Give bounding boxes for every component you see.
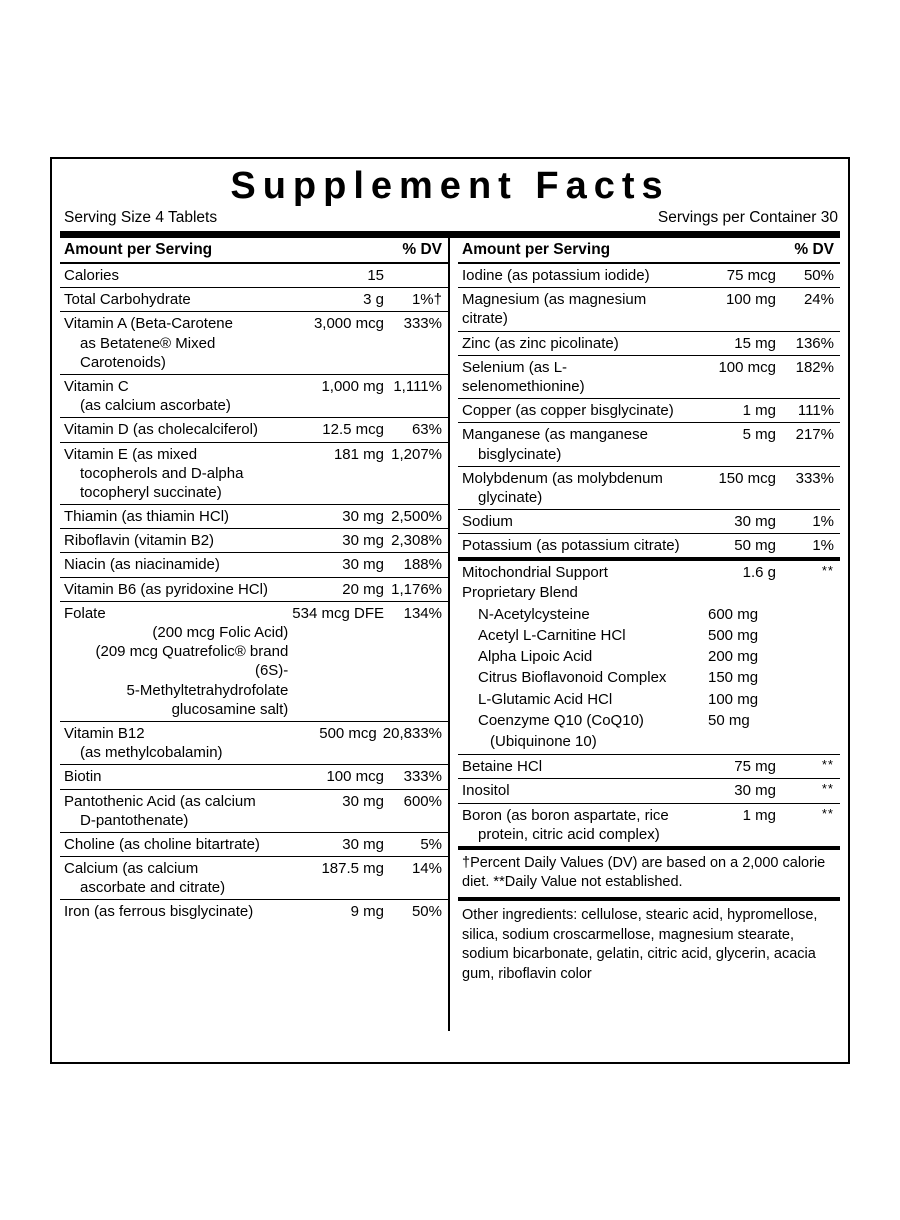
nutrient-name: [64, 604, 292, 719]
nutrient-dv: 1,111%: [393, 377, 442, 395]
nutrient-name: [462, 469, 692, 507]
nutrient-amount: 1,000 mg: [321, 377, 384, 395]
nutrient-name: Total Carbohydrate: [64, 291, 191, 309]
nutrient-dv: 2,308%: [391, 532, 442, 550]
blend-item-amount: [720, 732, 806, 751]
table-row: [60, 375, 448, 418]
nutrient-amount: 50 mg: [734, 537, 776, 555]
nutrient-dv: 1,207%: [391, 445, 442, 463]
nutrient-dv: 20,833%: [382, 724, 442, 742]
nutrient-name-line2: glycinate): [478, 488, 543, 506]
nutrient-note-1: (200 mcg Folic Acid): [152, 624, 289, 641]
nutrient-dv: 333%: [795, 469, 834, 487]
blend-item-name: Citrus Bioflavonoid Complex: [478, 669, 667, 687]
nutrient-name: Biotin: [64, 768, 102, 786]
nutrient-dv: 2,500%: [391, 508, 442, 526]
nutrient-dv: 182%: [795, 358, 834, 376]
nutrient-name: Betaine HCl: [462, 758, 543, 776]
nutrient-amount: 9 mg: [350, 903, 384, 921]
page-title: Supplement Facts: [230, 165, 670, 207]
nutrient-dv: 50%: [411, 903, 442, 921]
table-row: [60, 312, 448, 375]
percent-dv-label: % DV: [402, 241, 442, 258]
nutrient-dv: 1%†: [411, 291, 442, 309]
nutrient-dv: 217%: [795, 426, 834, 444]
nutrient-amount: 100 mcg: [326, 768, 384, 786]
table-row: [458, 288, 840, 331]
nutrient-amount: 30 mg: [342, 532, 384, 550]
blend-amount: 1.6 g: [742, 564, 776, 582]
nutrient-name: Zinc (as zinc picolinate): [462, 334, 619, 352]
amount-per-serving-label: Amount per Serving: [64, 241, 213, 258]
blend-item-name: Alpha Lipoic Acid: [478, 648, 593, 666]
table-row: [458, 534, 840, 561]
nutrient-name: Niacin (as niacinamide): [64, 556, 220, 574]
nutrient-name-line1: Boron (as boron aspartate, rice: [462, 806, 669, 824]
table-row: [458, 467, 840, 510]
nutrient-name: [64, 314, 314, 372]
nutrient-name: Vitamin D (as cholecalciferol): [64, 421, 258, 439]
nutrient-amount: 100 mcg: [718, 358, 776, 376]
nutrient-name: Calories: [64, 267, 120, 284]
nutrient-dv: 188%: [403, 556, 442, 574]
table-row: [60, 418, 448, 442]
nutrient-amount: 30 mg: [342, 556, 384, 574]
left-column-header: [60, 238, 448, 264]
nutrient-dv: 50%: [803, 267, 834, 284]
list-item: [458, 731, 840, 755]
nutrient-amount: 30 mg: [342, 508, 384, 526]
table-row: [60, 900, 448, 923]
list-item: [458, 646, 840, 667]
nutrient-name: [462, 425, 692, 463]
nutrient-name: Choline (as choline bitartrate): [64, 835, 260, 853]
nutrient-dv: **: [821, 781, 834, 797]
table-row: [458, 423, 840, 466]
nutrient-name-line2: as Betatene® Mixed: [80, 334, 216, 352]
nutrient-dv: 14%: [411, 860, 442, 878]
nutrient-name: Vitamin B6 (as pyridoxine HCl): [64, 580, 268, 598]
nutrient-name-line1: Pantothenic Acid (as calcium: [64, 792, 256, 810]
blend-item-amount: 150 mg: [708, 669, 759, 687]
nutrient-name-line1: Vitamin A (Beta-Carotene: [64, 315, 233, 333]
nutrient-name: Iron (as ferrous bisglycinate): [64, 903, 254, 921]
table-row: [60, 602, 448, 722]
nutrient-dv: 333%: [403, 768, 442, 786]
right-column: [450, 238, 840, 1031]
table-row: [60, 553, 448, 577]
facts-columns: [60, 231, 840, 1031]
nutrient-amount: 75 mcg: [726, 267, 776, 284]
nutrient-name: Selenium (as L-selenomethionine): [462, 358, 585, 395]
nutrient-name: Inositol: [462, 782, 510, 800]
nutrient-dv: 136%: [795, 334, 834, 352]
blend-item-name: (Ubiquinone 10): [490, 732, 597, 750]
percent-dv-label: % DV: [794, 241, 834, 258]
table-row: [60, 765, 448, 789]
nutrient-name-line1: Vitamin E (as mixed: [64, 445, 198, 463]
nutrient-amount: 75 mg: [734, 758, 776, 776]
nutrient-amount: 5 mg: [742, 426, 776, 444]
nutrient-dv: **: [821, 805, 834, 821]
nutrient-name-line2: bisglycinate): [478, 445, 562, 463]
nutrient-name: [462, 806, 692, 844]
table-row: [60, 505, 448, 529]
nutrient-amount: 534 mcg DFE: [292, 604, 384, 622]
nutrient-name: [64, 792, 314, 830]
left-column: [60, 238, 450, 1031]
nutrient-dv: 63%: [411, 421, 442, 439]
nutrient-amount: 30 mg: [342, 792, 384, 810]
nutrient-note-2: (209 mcg Quatrefolic® brand (6S)-: [95, 643, 289, 680]
blend-dv: **: [821, 563, 834, 579]
nutrient-amount: 150 mcg: [718, 469, 776, 487]
nutrient-name-line2: D-pantothenate): [80, 811, 189, 829]
list-item: [458, 625, 840, 646]
table-row: [458, 804, 840, 850]
nutrient-note-3: 5-Methyltetrahydrofolate: [126, 681, 289, 699]
nutrient-amount: 30 mg: [342, 835, 384, 853]
nutrient-name-line2: ascorbate and citrate): [80, 879, 226, 897]
nutrient-name: [64, 445, 314, 503]
nutrient-name-line2: (as calcium ascorbate): [80, 397, 231, 415]
nutrient-dv: 134%: [403, 604, 442, 622]
nutrient-amount: 3,000 mcg: [313, 315, 384, 333]
nutrient-name-line2: (as methylcobalamin): [80, 744, 223, 762]
nutrient-name: Thiamin (as thiamin HCl): [64, 508, 230, 526]
table-row: [458, 399, 840, 423]
nutrient-name: Copper (as copper bisglycinate): [462, 402, 674, 420]
table-row: [60, 443, 448, 506]
right-column-header: [458, 238, 840, 264]
other-ingredients: Other ingredients: cellulose, stearic acid, hypromellose, silica, sodium croscarmellose, magnesium stearate, sodium bicarbonate, gelatin, citric acid, glycerin, acacia gum, riboflavin color: [462, 907, 818, 982]
nutrient-name-line1: Calcium (as calcium: [64, 860, 199, 878]
blend-title-line1: Mitochondrial Support: [462, 564, 608, 582]
table-row: [60, 288, 448, 312]
table-row: [60, 790, 448, 833]
nutrient-amount: 1 mg: [742, 806, 776, 824]
table-row: [60, 264, 448, 288]
nutrient-dv: 600%: [403, 792, 442, 810]
amount-per-serving-label: Amount per Serving: [462, 241, 611, 258]
nutrient-dv: 333%: [403, 315, 442, 333]
table-row: [60, 857, 448, 900]
table-row: [60, 833, 448, 857]
nutrient-name-line1: Vitamin B12: [64, 724, 145, 742]
nutrient-dv: 1,176%: [391, 580, 442, 598]
blend-item-amount: 600 mg: [708, 605, 759, 623]
supplement-facts-panel: [50, 157, 850, 1064]
blend-name: [462, 563, 692, 601]
table-row: [458, 779, 840, 803]
nutrient-amount: 15: [367, 267, 384, 284]
list-item: [458, 604, 840, 625]
blend-item-amount: 50 mg: [708, 711, 750, 729]
table-row: [458, 332, 840, 356]
list-item: [458, 667, 840, 688]
list-item: [458, 689, 840, 710]
nutrient-dv: 111%: [797, 402, 834, 420]
table-row: [458, 755, 840, 779]
nutrient-name: [64, 859, 314, 897]
nutrient-dv: 1%: [812, 537, 834, 555]
blend-item-amount: 500 mg: [708, 627, 759, 644]
blend-item-name: N-Acetylcysteine: [478, 605, 590, 623]
nutrient-amount: 30 mg: [734, 782, 776, 800]
nutrient-dv: 24%: [803, 291, 834, 309]
nutrient-amount: 187.5 mg: [321, 860, 384, 878]
nutrient-name-line3: tocopheryl succinate): [80, 483, 222, 501]
nutrient-dv: 1%: [812, 513, 834, 531]
table-row: [458, 356, 840, 399]
nutrient-name: Iodine (as potassium iodide): [462, 267, 650, 284]
nutrient-amount: 100 mg: [725, 291, 776, 309]
blend-item-name: Coenzyme Q10 (CoQ10): [478, 711, 644, 729]
nutrient-name: Magnesium (as magnesium citrate): [462, 291, 647, 328]
nutrient-name-line3: Carotenoids): [80, 353, 166, 371]
nutrient-amount: 181 mg: [333, 445, 384, 463]
table-row: [458, 264, 840, 288]
blend-item-amount: 100 mg: [708, 690, 759, 708]
serving-info: [52, 207, 848, 231]
nutrient-amount: 3 g: [363, 291, 384, 309]
nutrient-name: Sodium: [462, 513, 513, 531]
nutrient-amount: 1 mg: [742, 402, 776, 420]
nutrient-amount: 20 mg: [342, 580, 384, 598]
table-row: [60, 529, 448, 553]
nutrient-amount: 30 mg: [734, 513, 776, 531]
nutrient-name-line1: Folate: [64, 604, 106, 622]
table-row: [458, 510, 840, 534]
blend-item-name: L-Glutamic Acid HCl: [478, 690, 613, 708]
serving-size: Serving Size 4 Tablets: [64, 209, 218, 226]
daily-value-footnote: †Percent Daily Values (DV) are based on a 2,000 calorie diet. **Daily Value not established.: [458, 850, 840, 901]
blend-item-name: Acetyl L-Carnitine HCl: [478, 627, 626, 644]
servings-per-container: Servings per Container 30: [657, 209, 838, 226]
nutrient-note-4: glucosamine salt): [171, 700, 289, 718]
list-item: [458, 710, 840, 731]
nutrient-name-line2: protein, citric acid complex): [478, 825, 660, 843]
nutrient-name-line1: Manganese (as manganese: [462, 426, 648, 444]
nutrient-dv: **: [821, 757, 834, 773]
nutrient-name: Riboflavin (vitamin B2): [64, 532, 215, 550]
nutrient-name-line1: Molybdenum (as molybdenum: [462, 469, 663, 487]
nutrient-name-line1: Vitamin C: [64, 377, 129, 395]
nutrient-amount: 12.5 mcg: [322, 421, 384, 439]
proprietary-blend-header: [458, 561, 840, 603]
nutrient-name: Potassium (as potassium citrate): [462, 537, 680, 555]
blend-title-line2: Proprietary Blend: [462, 583, 578, 601]
nutrient-amount: 15 mg: [734, 334, 776, 352]
nutrient-dv: 5%: [420, 835, 442, 853]
nutrient-name: [64, 724, 307, 762]
table-row: [60, 578, 448, 602]
nutrient-amount: 500 mcg: [319, 724, 377, 742]
table-row: [60, 722, 448, 765]
nutrient-name-line2: tocopherols and D-alpha: [80, 464, 244, 482]
nutrient-name: [64, 377, 314, 415]
blend-item-amount: 200 mg: [708, 648, 759, 666]
